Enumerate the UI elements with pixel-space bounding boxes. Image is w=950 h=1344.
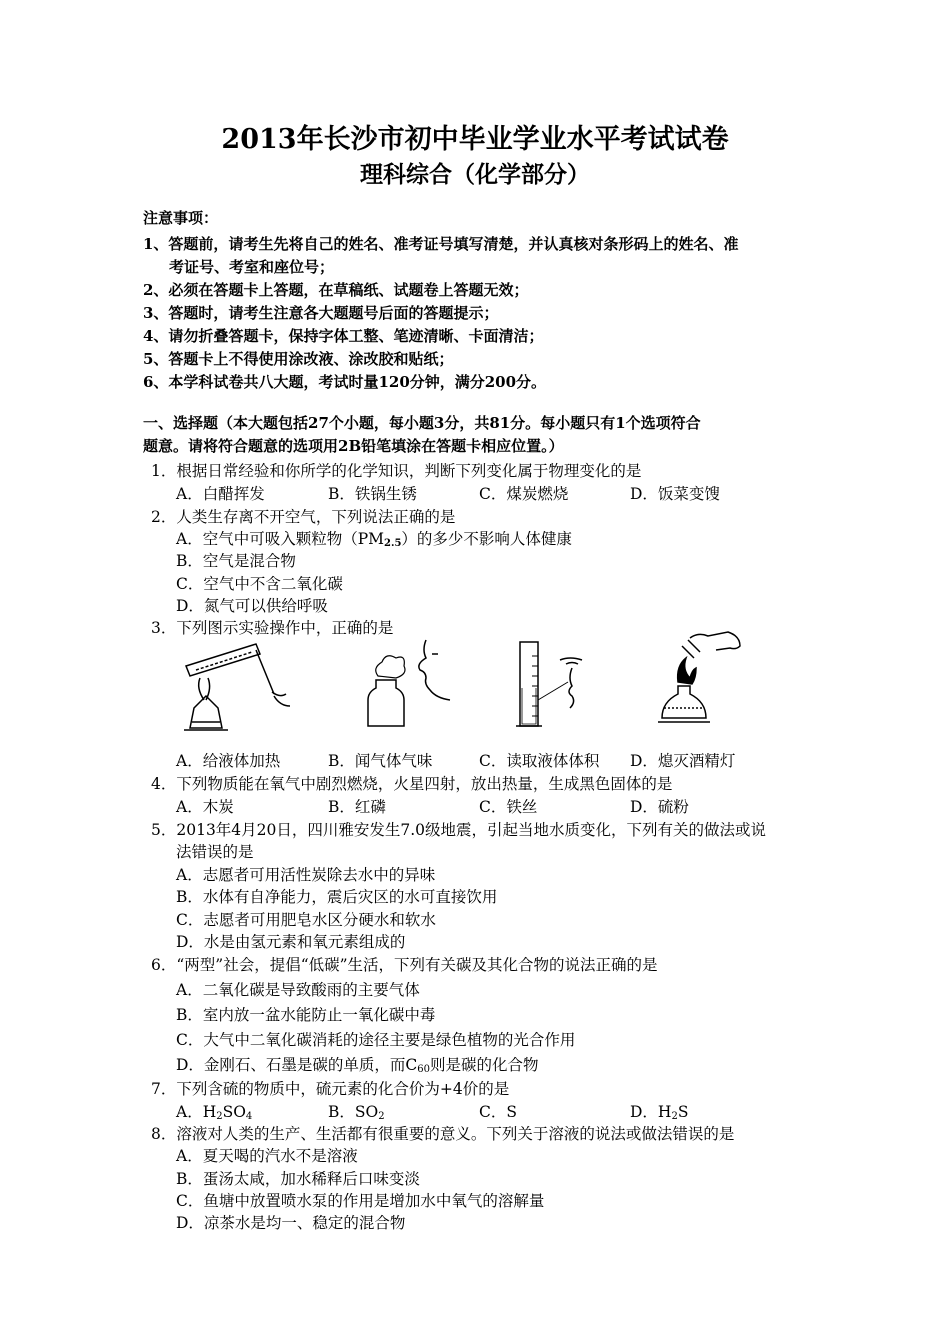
figure-extinguish-lamp [652,630,752,732]
notice-item-4: 4、请勿折叠答题卡，保持字体工整、笔迹清晰、卡面清洁； [143,327,544,345]
q2-option-c: C．空气中不含二氧化碳 [176,575,343,593]
q8-option-c: C．鱼塘中放置喷水泵的作用是增加水中氧气的溶解量 [176,1192,545,1210]
q5-stem-line1: 5．2013年4月20日，四川雅安发生7.0级地震，引起当地水质变化，下列有关的做法或说 [151,821,767,839]
q1-option-a: A．白醋挥发 [176,485,265,503]
q1-stem: 1．根据日常经验和你所学的化学知识，判断下列变化属于物理变化的是 [151,462,642,480]
q3-option-b: B．闻气体气味 [328,752,433,770]
notice-item-6: 6、本学科试卷共八大题，考试时量120分钟，满分200分。 [143,373,547,391]
q2-option-d: D．氮气可以供给呼吸 [176,597,328,615]
notice-heading: 注意事项： [143,209,219,227]
q5-option-d: D．水是由氢元素和氧元素组成的 [176,933,406,951]
q5-option-a: A．志愿者可用活性炭除去水中的异味 [176,866,436,884]
q5-option-c: C．志愿者可用肥皂水区分硬水和软水 [176,911,436,929]
q1-option-b: B．铁锅生锈 [328,485,417,503]
q3-option-a: A．给液体加热 [176,752,281,770]
notice-item-3: 3、答题时，请考生注意各大题题号后面的答题提示； [143,304,499,322]
q3-stem: 3．下列图示实验操作中，正确的是 [151,619,394,637]
q7-option-a: A．$H_2SO_4$ [176,1103,253,1122]
figure-heating-liquid [176,636,296,736]
q2-option-a: A．空气中可吸入颗粒物（PM2.5）的多少不影响人体健康 [176,530,572,549]
notice-item-1: 1、答题前，请考生先将自己的姓名、准考证号填写清楚，并认真核对条形码上的姓名、准 [143,235,739,253]
q6-option-d: D．金刚石、石墨是碳的单质，而$C_{60}$则是碳的化合物 [176,1056,539,1075]
q4-option-a: A．木炭 [176,798,234,816]
q7-option-d: D．$H_2S$ [630,1103,689,1122]
q3-option-c: C．读取液体体积 [479,752,600,770]
exam-title: 2013年长沙市初中毕业学业水平考试试卷 [221,124,729,155]
q6-stem: 6．“两型”社会，提倡“低碳”生活，下列有关碳及其化合物的说法正确的是 [151,956,658,974]
q8-option-b: B．蛋汤太咸，加水稀释后口味变淡 [176,1170,420,1188]
q6-option-b: B．室内放一盆水能防止一氧化碳中毒 [176,1006,436,1024]
q5-stem-line2: 法错误的是 [176,843,254,861]
q6-option-c: C．大气中二氧化碳消耗的途径主要是绿色植物的光合作用 [176,1031,576,1049]
q4-option-c: C．铁丝 [479,798,538,816]
q8-option-a: A．夏天喝的汽水不是溶液 [176,1147,358,1165]
section1-heading-line2: 题意。请将符合题意的选项用2B铅笔填涂在答题卡相应位置。） [143,437,564,455]
notice-item-5: 5、答题卡上不得使用涂改液、涂改胶和贴纸； [143,350,454,368]
notice-item-1-cont: 考证号、考室和座位号； [169,258,335,276]
figure-smelling-gas [362,636,452,732]
q2-stem: 2．人类生存离不开空气，下列说法正确的是 [151,508,456,526]
q8-option-d: D．凉茶水是均一、稳定的混合物 [176,1214,406,1232]
q2-option-b: B．空气是混合物 [176,552,296,570]
section1-heading-line1: 一、选择题（本大题包括27个小题，每小题3分，共81分。每小题只有1个选项符合 [143,414,701,432]
q3-option-d: D．熄灭酒精灯 [630,752,736,770]
q1-option-c: C．煤炭燃烧 [479,485,569,503]
q8-stem: 8．溶液对人类的生产、生活都有很重要的意义。下列关于溶液的说法或做法错误的是 [151,1125,735,1143]
q7-option-c: C．S [479,1103,517,1121]
q6-option-a: A．二氧化碳是导致酸雨的主要气体 [176,981,420,999]
q1-option-d: D．饭菜变馊 [630,485,720,503]
q4-stem: 4．下列物质能在氧气中剧烈燃烧，火星四射，放出热量，生成黑色固体的是 [151,775,673,793]
q7-option-b: B．$SO_2$ [328,1103,385,1122]
q7-stem: 7．下列含硫的物质中，硫元素的化合价为+4价的是 [151,1080,510,1098]
exam-subtitle: 理科综合（化学部分） [360,161,590,188]
q4-option-b: B．红磷 [328,798,386,816]
notice-item-2: 2、必须在答题卡上答题，在草稿纸、试题卷上答题无效； [143,281,529,299]
q4-option-d: D．硫粉 [630,798,689,816]
figure-reading-cylinder [510,636,600,732]
q5-option-b: B．水体有自净能力，震后灾区的水可直接饮用 [176,888,498,906]
